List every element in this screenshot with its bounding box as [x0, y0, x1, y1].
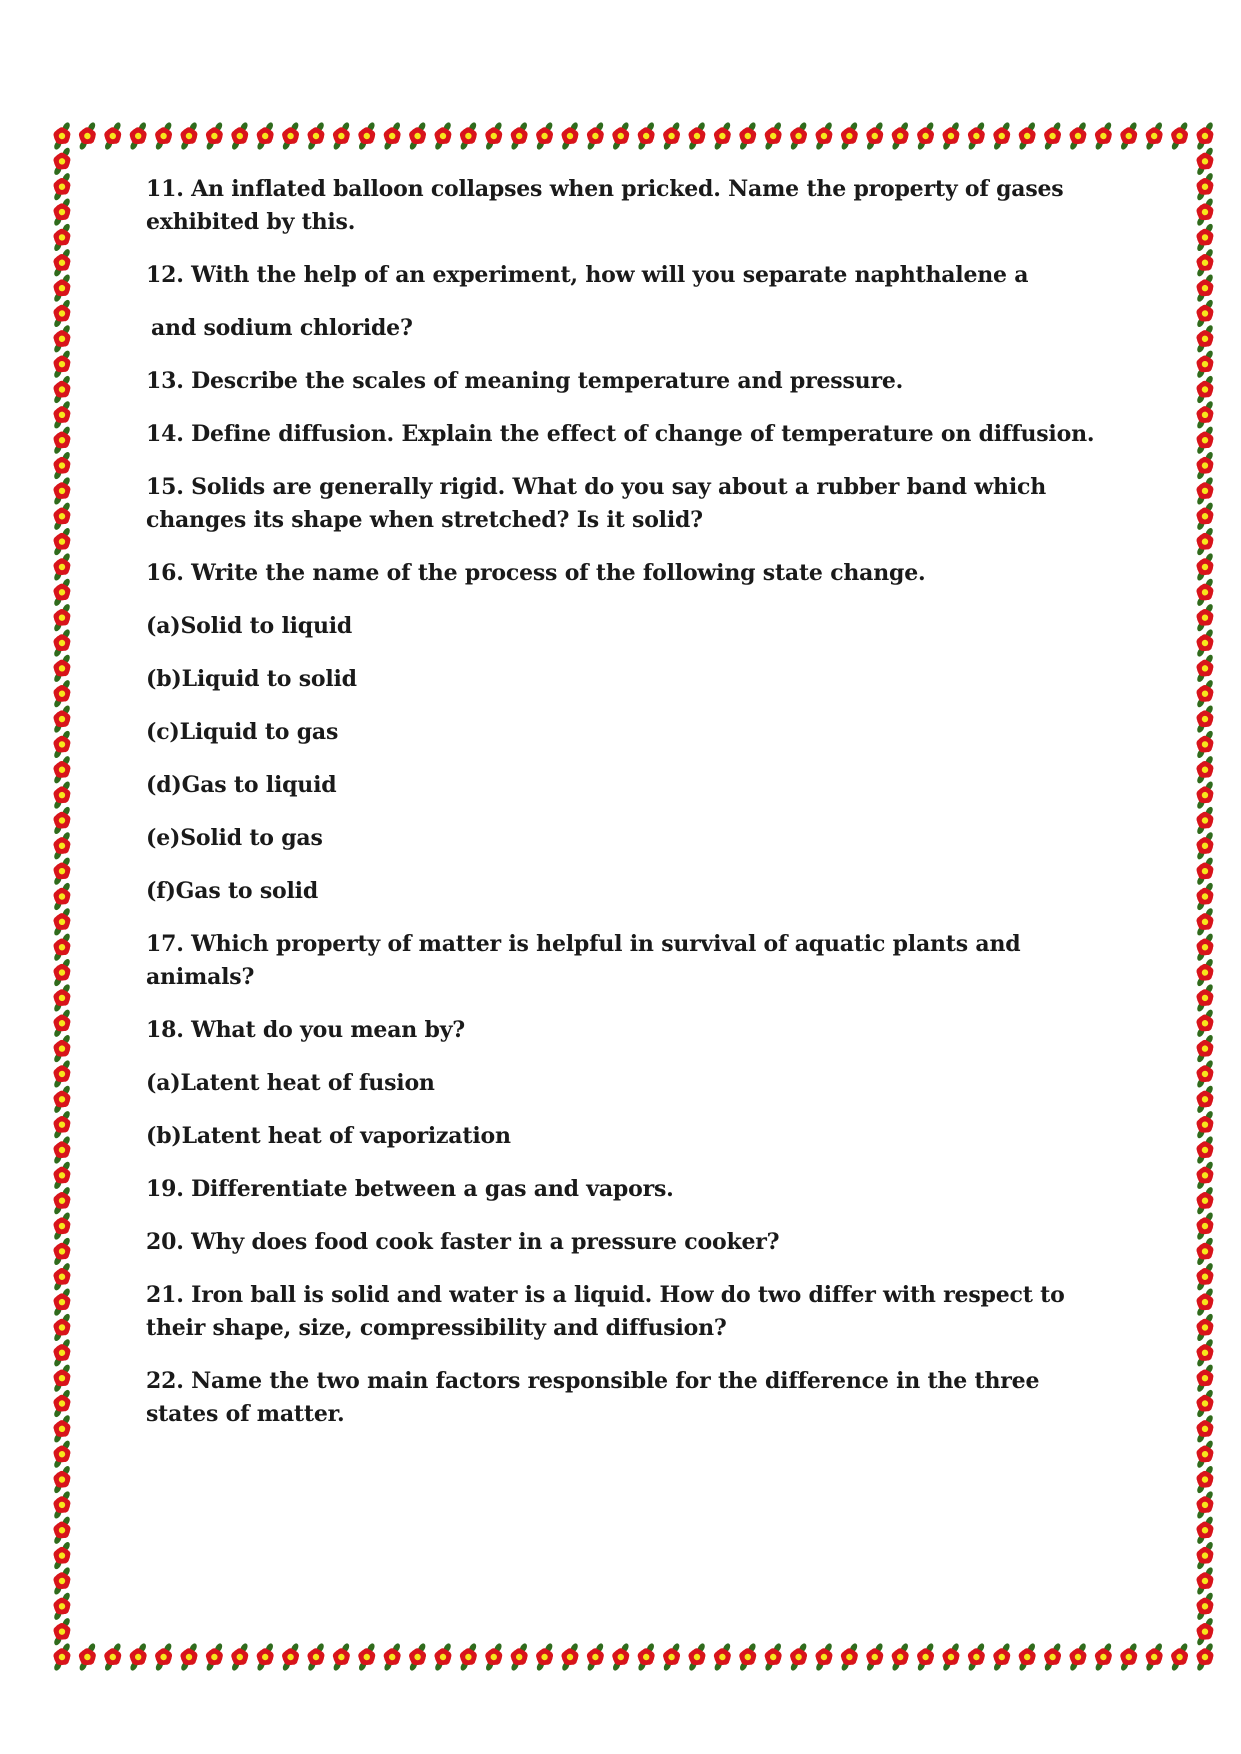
red-flower-icon [1189, 982, 1222, 1014]
red-flower-icon [46, 906, 79, 938]
red-flower-icon [46, 348, 79, 380]
red-flower-icon [1189, 525, 1222, 557]
red-flower-icon [859, 120, 892, 152]
red-flower-icon [46, 500, 79, 532]
red-flower-icon [1189, 1387, 1222, 1419]
red-flower-icon [401, 120, 434, 152]
red-flower-icon [46, 1134, 79, 1166]
red-flower-icon [1189, 1058, 1222, 1090]
red-flower-icon [173, 120, 206, 152]
question-22: 22. Name the two main factors responsible for the difference in the three states of matter. [146, 1368, 1040, 1427]
question-12-continuation: and sodium chloride? [151, 315, 413, 341]
red-flower-icon [1189, 576, 1222, 608]
red-flower-icon [46, 1387, 79, 1419]
red-flower-icon [46, 779, 79, 811]
red-flower-icon [427, 120, 460, 152]
red-flower-icon [46, 1337, 79, 1369]
red-flower-icon [1062, 120, 1095, 152]
red-flower-icon [1189, 1286, 1222, 1318]
red-flower-icon [605, 1641, 638, 1673]
red-flower-icon [46, 1514, 79, 1546]
red-flower-icon [46, 399, 79, 431]
red-flower-icon [46, 171, 79, 203]
question-19: 19. Differentiate between a gas and vapors. [146, 1176, 674, 1202]
red-flower-icon [1189, 1159, 1222, 1191]
red-flower-icon [452, 1641, 485, 1673]
red-flower-icon [46, 728, 79, 760]
red-flower-icon [1036, 120, 1069, 152]
question-16-c: (c)Liquid to gas [146, 719, 339, 745]
red-flower-icon [554, 120, 587, 152]
red-flower-icon [655, 120, 688, 152]
question-13: 13. Describe the scales of meaning temperature and pressure. [146, 368, 904, 394]
red-flower-icon [46, 1185, 79, 1217]
red-flower-icon [46, 1032, 79, 1064]
red-flower-icon [1189, 297, 1222, 329]
red-flower-icon [274, 120, 307, 152]
red-flower-icon [198, 120, 231, 152]
question-list [146, 173, 1106, 1451]
red-flower-icon [376, 120, 409, 152]
question-21: 21. Iron ball is solid and water is a liquid. How do two differ with respect to their shape, size, compressibility and diffusion? [146, 1282, 1065, 1341]
red-flower-icon [1189, 500, 1222, 532]
red-flower-icon [1113, 120, 1146, 152]
red-flower-icon [46, 1235, 79, 1267]
red-flower-icon [1189, 120, 1222, 152]
red-flower-icon [909, 1641, 942, 1673]
red-flower-icon [46, 1590, 79, 1622]
red-flower-icon [1189, 855, 1222, 887]
red-flower-icon [46, 1413, 79, 1445]
red-flower-icon [503, 1641, 536, 1673]
red-flower-icon [1189, 830, 1222, 862]
question-12: 12. With the help of an experiment, how will you separate naphthalene a [146, 262, 1029, 288]
red-flower-icon [1189, 1210, 1222, 1242]
red-flower-icon [579, 1641, 612, 1673]
red-flower-icon [1189, 779, 1222, 811]
red-flower-icon [325, 120, 358, 152]
red-flower-icon [1189, 931, 1222, 963]
red-flower-icon [46, 120, 79, 152]
red-flower-icon [46, 272, 79, 304]
red-flower-icon [452, 120, 485, 152]
red-flower-icon [46, 931, 79, 963]
red-flower-icon [147, 1641, 180, 1673]
red-flower-icon [1189, 1235, 1222, 1267]
red-flower-icon [630, 1641, 663, 1673]
red-flower-icon [71, 1641, 104, 1673]
red-flower-icon [1189, 1007, 1222, 1039]
red-flower-icon [46, 982, 79, 1014]
red-flower-icon [46, 754, 79, 786]
red-flower-icon [46, 145, 79, 177]
red-flower-icon [478, 1641, 511, 1673]
red-flower-icon [71, 120, 104, 152]
red-flower-icon [478, 120, 511, 152]
red-flower-icon [173, 1641, 206, 1673]
red-flower-icon [46, 602, 79, 634]
red-flower-icon [859, 1641, 892, 1673]
red-flower-icon [1011, 120, 1044, 152]
red-flower-icon [46, 196, 79, 228]
red-flower-icon [706, 120, 739, 152]
red-flower-icon [1189, 880, 1222, 912]
question-15: 15. Solids are generally rigid. What do you say about a rubber band which changes its shape when stretched? Is it solid? [146, 474, 1046, 533]
red-flower-icon [808, 120, 841, 152]
red-flower-icon [1189, 323, 1222, 355]
red-flower-icon [833, 120, 866, 152]
red-flower-icon [1113, 1641, 1146, 1673]
question-18-a: (a)Latent heat of fusion [146, 1070, 435, 1096]
red-flower-icon [1189, 145, 1222, 177]
red-flower-icon [732, 120, 765, 152]
red-flower-icon [681, 1641, 714, 1673]
red-flower-icon [46, 1109, 79, 1141]
red-flower-icon [1011, 1641, 1044, 1673]
red-flower-icon [97, 120, 130, 152]
question-17: 17. Which property of matter is helpful in survival of aquatic plants and animals? [146, 931, 1021, 990]
red-flower-icon [46, 652, 79, 684]
red-flower-icon [1189, 196, 1222, 228]
red-flower-icon [605, 120, 638, 152]
red-flower-icon [46, 1641, 79, 1673]
red-flower-icon [1189, 1362, 1222, 1394]
red-flower-icon [46, 1007, 79, 1039]
red-flower-icon [1189, 449, 1222, 481]
red-flower-icon [1189, 1489, 1222, 1521]
red-flower-icon [935, 120, 968, 152]
red-flower-icon [46, 804, 79, 836]
red-flower-icon [1189, 348, 1222, 380]
red-flower-icon [579, 120, 612, 152]
red-flower-icon [1189, 602, 1222, 634]
red-flower-icon [122, 1641, 155, 1673]
red-flower-icon [46, 1565, 79, 1597]
red-flower-icon [46, 1058, 79, 1090]
red-flower-icon [46, 247, 79, 279]
question-16-f: (f)Gas to solid [146, 878, 319, 904]
red-flower-icon [960, 120, 993, 152]
red-flower-icon [909, 120, 942, 152]
red-flower-icon [833, 1641, 866, 1673]
red-flower-icon [1189, 1539, 1222, 1571]
red-flower-icon [1189, 272, 1222, 304]
red-flower-icon [198, 1641, 231, 1673]
red-flower-icon [1189, 1134, 1222, 1166]
red-flower-icon [1138, 1641, 1171, 1673]
red-flower-icon [46, 1083, 79, 1115]
red-flower-icon [1189, 424, 1222, 456]
red-flower-icon [46, 1311, 79, 1343]
red-flower-icon [1189, 1590, 1222, 1622]
red-flower-icon [46, 830, 79, 862]
red-flower-icon [46, 475, 79, 507]
red-flower-icon [46, 855, 79, 887]
red-flower-icon [1163, 1641, 1196, 1673]
question-16: 16. Write the name of the process of the following state change. [146, 560, 926, 586]
red-flower-icon [46, 424, 79, 456]
red-flower-icon [1189, 1032, 1222, 1064]
red-flower-icon [503, 120, 536, 152]
red-flower-icon [249, 1641, 282, 1673]
red-flower-icon [630, 120, 663, 152]
red-flower-icon [757, 120, 790, 152]
red-flower-icon [1189, 703, 1222, 735]
red-flower-icon [147, 120, 180, 152]
red-flower-icon [1189, 678, 1222, 710]
red-flower-icon [46, 1261, 79, 1293]
red-flower-icon [1189, 754, 1222, 786]
red-flower-icon [1189, 1311, 1222, 1343]
red-flower-icon [960, 1641, 993, 1673]
red-flower-icon [1189, 1438, 1222, 1470]
red-flower-icon [300, 1641, 333, 1673]
red-flower-icon [1189, 1185, 1222, 1217]
red-flower-icon [46, 1286, 79, 1318]
red-flower-icon [46, 576, 79, 608]
red-flower-icon [706, 1641, 739, 1673]
red-flower-icon [46, 323, 79, 355]
red-flower-icon [986, 120, 1019, 152]
red-flower-icon [46, 221, 79, 253]
red-flower-icon [325, 1641, 358, 1673]
red-flower-icon [46, 627, 79, 659]
red-flower-icon [46, 880, 79, 912]
red-flower-icon [46, 1489, 79, 1521]
red-flower-icon [1189, 804, 1222, 836]
red-flower-icon [732, 1641, 765, 1673]
red-flower-icon [46, 1159, 79, 1191]
red-flower-icon [782, 1641, 815, 1673]
red-flower-icon [224, 1641, 257, 1673]
red-flower-icon [1189, 956, 1222, 988]
red-flower-icon [249, 120, 282, 152]
red-flower-icon [1189, 1514, 1222, 1546]
red-flower-icon [427, 1641, 460, 1673]
red-flower-icon [1189, 221, 1222, 253]
red-flower-icon [376, 1641, 409, 1673]
red-flower-icon [681, 120, 714, 152]
red-flower-icon [1189, 1109, 1222, 1141]
red-flower-icon [554, 1641, 587, 1673]
red-flower-icon [528, 1641, 561, 1673]
red-flower-icon [1087, 1641, 1120, 1673]
question-16-d: (d)Gas to liquid [146, 772, 337, 798]
red-flower-icon [1189, 627, 1222, 659]
red-flower-icon [46, 449, 79, 481]
question-18-b: (b)Latent heat of vaporization [146, 1123, 511, 1149]
red-flower-icon [1189, 373, 1222, 405]
red-flower-icon [46, 551, 79, 583]
red-flower-icon [757, 1641, 790, 1673]
question-16-a: (a)Solid to liquid [146, 613, 353, 639]
red-flower-icon [401, 1641, 434, 1673]
red-flower-icon [1138, 120, 1171, 152]
red-flower-icon [46, 703, 79, 735]
question-20: 20. Why does food cook faster in a pressure cooker? [146, 1229, 780, 1255]
red-flower-icon [884, 1641, 917, 1673]
red-flower-icon [1189, 1337, 1222, 1369]
red-flower-icon [1189, 171, 1222, 203]
red-flower-icon [46, 956, 79, 988]
red-flower-icon [1189, 1463, 1222, 1495]
red-flower-icon [46, 1463, 79, 1495]
red-flower-icon [46, 1362, 79, 1394]
red-flower-icon [782, 120, 815, 152]
question-11: 11. An inflated balloon collapses when pricked. Name the property of gases exhibited by this. [146, 176, 1064, 235]
red-flower-icon [935, 1641, 968, 1673]
question-16-b: (b)Liquid to solid [146, 666, 357, 692]
red-flower-icon [655, 1641, 688, 1673]
red-flower-icon [1189, 1565, 1222, 1597]
red-flower-icon [46, 525, 79, 557]
red-flower-icon [1189, 551, 1222, 583]
red-flower-icon [122, 120, 155, 152]
red-flower-icon [46, 1438, 79, 1470]
red-flower-icon [46, 373, 79, 405]
question-14: 14. Define diffusion. Explain the effect of change of temperature on diffusion. [146, 421, 1095, 447]
red-flower-icon [1087, 120, 1120, 152]
red-flower-icon [528, 120, 561, 152]
red-flower-icon [808, 1641, 841, 1673]
red-flower-icon [1062, 1641, 1095, 1673]
question-18: 18. What do you mean by? [146, 1017, 465, 1043]
red-flower-icon [274, 1641, 307, 1673]
red-flower-icon [1189, 247, 1222, 279]
red-flower-icon [46, 1616, 79, 1648]
red-flower-icon [1189, 475, 1222, 507]
red-flower-icon [1163, 120, 1196, 152]
red-flower-icon [1189, 728, 1222, 760]
red-flower-icon [46, 297, 79, 329]
red-flower-icon [224, 120, 257, 152]
red-flower-icon [1189, 1641, 1222, 1673]
question-16-e: (e)Solid to gas [146, 825, 323, 851]
red-flower-icon [46, 1210, 79, 1242]
red-flower-icon [351, 1641, 384, 1673]
red-flower-icon [1036, 1641, 1069, 1673]
red-flower-icon [1189, 906, 1222, 938]
red-flower-icon [1189, 399, 1222, 431]
red-flower-icon [1189, 652, 1222, 684]
red-flower-icon [46, 678, 79, 710]
red-flower-icon [351, 120, 384, 152]
red-flower-icon [1189, 1261, 1222, 1293]
red-flower-icon [46, 1539, 79, 1571]
red-flower-icon [300, 120, 333, 152]
red-flower-icon [986, 1641, 1019, 1673]
red-flower-icon [884, 120, 917, 152]
red-flower-icon [97, 1641, 130, 1673]
red-flower-icon [1189, 1083, 1222, 1115]
red-flower-icon [1189, 1413, 1222, 1445]
red-flower-icon [1189, 1616, 1222, 1648]
